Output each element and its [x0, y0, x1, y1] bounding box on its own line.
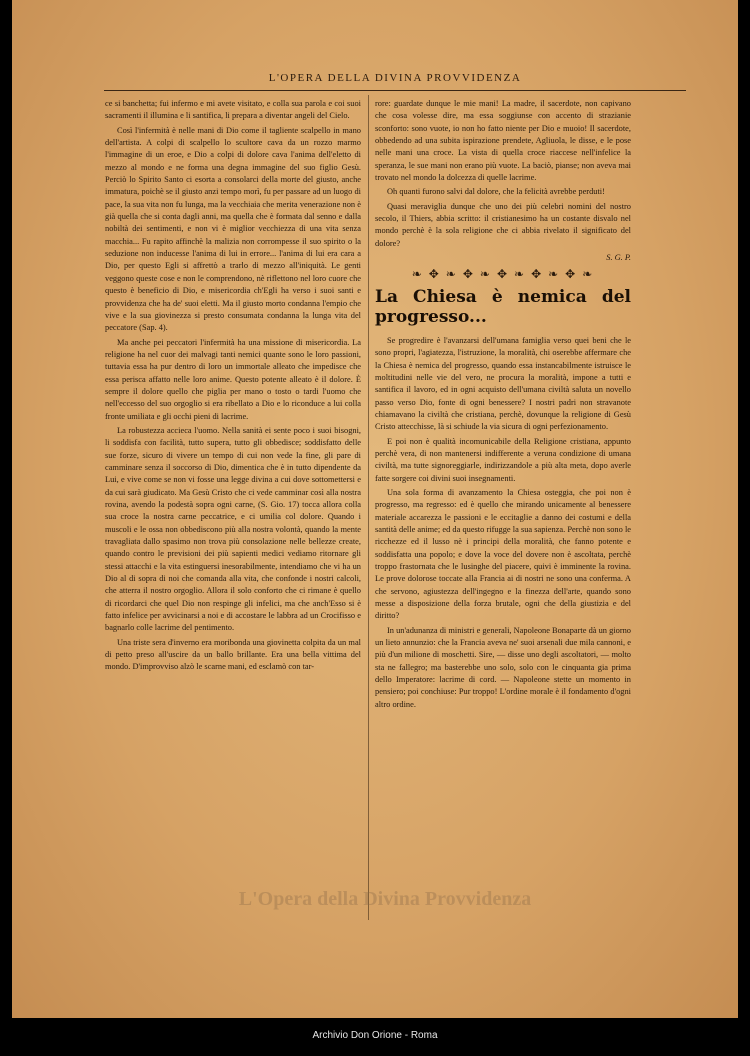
header-rule [104, 90, 686, 91]
column-divider [368, 95, 369, 920]
signature: S. G. P. [606, 253, 631, 263]
right-paragraph-1: rore: guardate dunque le mie mani! La madre, il sacerdote, non capivano che cosa volesse dire, ma essa soggiunse con accento di strazianie sconforto: sono vuote, io non ho fatto niente per Dio e muoio! Il sacerdote, obbedendo ad una subita ispirazione prendete, Agliuola, le disse, e le pose nelle mani una croce. La vista di quella croce riaccese nell'infelice la speranza, le sue mani non erano più vuote. La baciò, pianse; non aveva mai trovato nel mondo la dolcezza di quelle lacrime. [375, 99, 631, 183]
left-paragraph-1: ce si banchetta; fui infermo e mi avete visitato, e colla sua parola e coi suoi sacramenti il illumina e li santifica, li prepara a diventar angeli del Cielo. [105, 99, 361, 121]
bleed-through-text: L'Opera della Divina Provvidenza [238, 888, 532, 910]
right-paragraph-3: Quasi meraviglia dunque che uno dei più celebri nomini del nostro secolo, il Thiers, abbia scritto: il cristianesimo ha un costante disvalo nel mondo perchè è la sola religione che ci abbia rivelato il significato del dolore? [375, 201, 631, 248]
signature-line [375, 252, 631, 264]
newspaper-page [12, 0, 738, 1018]
right-column [375, 98, 631, 713]
left-column [105, 98, 361, 676]
left-paragraph-2: Così l'infermità è nelle mani di Dio come il tagliente scalpello in mano dell'artista. A colpi di scalpello lo scultore cava da un rozzo marmo l'immagine di un eroe, e Dio a colpi di dolore cava l'anima dell'eletto di mezzo al mondo e ne forma una degna immagine del suo figlio Gesù. Perciò lo Spirito Santo ci esorta a consolarci della morte del giusto, anche immatura, poichè se il giusto anzi tempo morì, fu per passare ad un luogo di pace, la sua vita non fu lunga, ma la vecchiaia che merita venerazione non è già quella che si conta dagli anni, ma quella che è formata dal senno e dalla nobiltà dei sentimenti, e non vi è miglior vecchiezza di una vita senza macchia... Fu rapito affinchè la malizia non corrompesse il suo spirito o la seduzione non inducesse l'anima di lui in errore... l'anima di lui era cara a Dio, per questo Egli si affrettò a trarlo di mezzo all'iniquità. Le genti veggono queste cose e non le comprendono, nè riflettono nel loro cuore che questo è beneficio di Dio, e misericordia ch'Egli ha verso i suoi santi e provvidenza che ha de' suoi eletti. Ma il giusto morto condanna l'empio che vive e la sua giovinezza si presto consumata condanna la lunga vita del peccatore (Sap. 4). [105, 125, 361, 333]
article-paragraph-2: E poi non è qualità incomunicabile della Religione cristiana, appunto perchè vera, di non mantenersi indifferente a veruna condizione di umana civiltà, ma tutte signoreggiarle, indirizzandole a più alta meta, dopo averle fatte sorgere coi divini suoi insegnamenti. [375, 436, 631, 483]
left-paragraph-4: La robustezza accieca l'uomo. Nella sanità ei sente poco i suoi bisogni, li soddisfa con facilità, tutto supera, tutto gli obbedisce; soddisfatto delle sue forze, sicuro di vivere un tempo di cui non vede la fine, gli pare di camminare senza il soccorso di Dio, dimentica che è in tutto dipendente da Lui, e vive come se non vi fosse una legge divina a cui dove sottomettersi e da cui sarà giudicato. Ma Gesù Cristo che ci vede camminar così alla nostra rovina, avendo la podestà sopra ogni carne, (S. Gio. 17) tocca allora colla sua croce la nostra carne peccatrice, e ci umilia col dolore. Quando i muscoli e le ossa non obbediscono più alla nostra volontà, quando la mente travagliata dallo spasimo non trova più consolazione nelle bellezze create, quando contro le previsioni dei più sapienti medici vediamo ritornare gli stessi attacchi e la vita estinguersi inesorabilmente, intendiamo che vi ha un Dio al di sopra di noi che comanda alla vita, che confonde i nostri calcoli, che atterra il nostro orgoglio. Allora il solo conforto che ci rimane è quello di ricordarci che quel Dio non respinge gli infelici, ma che anch'Esso si è fatto infelice per avvicinarsi a noi e di accostare le labbra ad un Crocifisso e bagnarlo colle lacrime del pentimento. [105, 425, 361, 633]
article-paragraph-3: Una sola forma di avanzamento la Chiesa osteggia, che poi non è progresso, ma regresso: ed è quello che mirando unicamente al benessere materiale accarezza le passioni e le eccitaglie a danno dei costumi e della santità delle anime; ed da questo rifugge la sua sapienza. Perchè non sono le ricchezze ed il lusso nè i principi della moralità, che fanno potente e soddisfatta una popolo; e dove la voce del dovere non è ascoltata, perchè troppo frastornata che le lusinghe del piacere, quivi è imminente la rovina. Le prove dolorose toccate alla Francia ai di nostri ne sono una conferma. A che servono, agiustezza dell'ingegno e la finezza dell'arte, quando sono messe a disposizione della forza brutale, ogni che della giustizia e del diritto? [375, 487, 631, 621]
left-paragraph-3: Ma anche pei peccatori l'infermità ha una missione di misericordia. La religione ha nel cuor dei malvagi tanti nemici quante sono le loro passioni, tuttavia essa ha pur dentro di loro un immortale alleato che impedisce che essa perisca affatto nelle loro anime. Questo potente alleato è il dolore. È sempre il dolore quello che piglia per mano o tosto o tardi l'uomo che nell'eccesso del suo orgoglio si era ribellato a Dio e lo riconduce a lui colla fronte umiliata e gli occhi pieni di lacrime. [105, 337, 361, 421]
page-header: L'OPERA DELLA DIVINA PROVVIDENZA [268, 72, 522, 84]
left-paragraph-5: Una triste sera d'inverno era moribonda una giovinetta colpita da un mal di petto preso all'uscire da un ballo brillante. Era una bella vittima del mondo. D'improvviso alzò le scarne mani, ed esclamò con tar- [105, 637, 361, 672]
article-paragraph-4: In un'adunanza di ministri e generali, Napoleone Bonaparte dà un giorno un lieto annunzio: che la Francia aveva ne' suoi arsenali due mila cannoni, e più d'un milione di moschetti. Sire, — disse uno degli ascoltatori, — molto sta ne fallegro; ma basterebbe uno solo, solo con le cinquanta gia prima dello Imperatore: lacrime di cord. — Napoleone stette un momento in pensiero; poi conchiuse: Pur troppo! L'ordine morale è il fondamento d'ogni altro ordine. [375, 625, 631, 709]
right-paragraph-2: Oh quanti furono salvi dal dolore, che la felicità avrebbe perduti! [387, 187, 605, 197]
ornament-divider: ❧ ✥ ❧ ✥ ❧ ✥ ❧ ✥ ❧ ✥ ❧ [411, 267, 595, 282]
article-paragraph-1: Se progredire è l'avanzarsi dell'umana famiglia verso quei beni che le sono propri, l'agiatezza, l'istruzione, la moralità, chi oserebbe affermare che la Chiesa è nemica del progresso, quando essa instancabilmente istruisce le moltitudini nelle vie del vero, ne procura la moralità, impone a tutti e santifica il lavoro, ed in ogni acquisto dell'umana civiltà saluta un novello passo verso Dio, fonte di ogni benessere? I nostri padri non stravanote chiamavano la civiltà che cristiana, perchè, dovunque la religione di Gesù Cristo attecchisse, là si schiude la via sicura di ogni perfezionamento. [375, 335, 631, 432]
article-title: La Chiesa è nemica del progresso... [375, 286, 631, 327]
archive-caption: Archivio Don Orione - Roma [312, 1030, 438, 1041]
